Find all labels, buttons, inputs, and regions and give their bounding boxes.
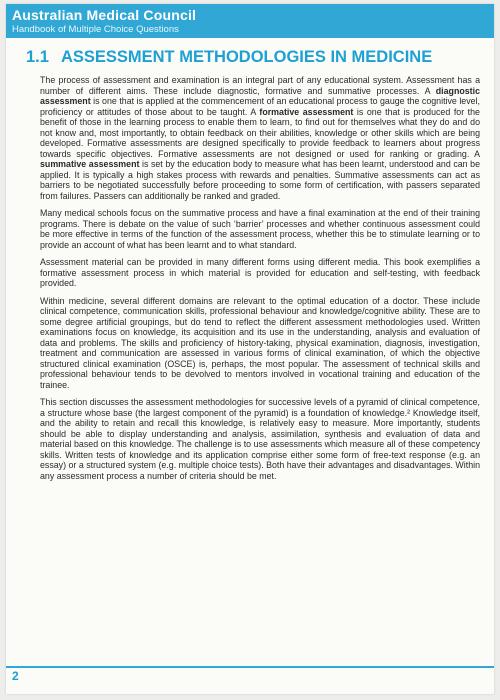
paragraph-5: This section discusses the assessment methodologies for successive levels of a pyramid of clinical competence, a structure whose base (the largest component of the pyramid) is a foundation of knowledge.² Knowledge itself, and the ability to retain and recall this knowledge, is relatively easy to measure. More importantly, students should be able to display understanding and analysis, assimilation, synthesis and evaluation of data and material based on this knowledge. The challenge is to use assessments which measure all of these competency skills. Written tests of knowledge and its application comprise either some form of free-text response (e.g. an essay) or a structured system (e.g. multiple choice tests). Both have their advantages and disadvantages. Within any assessment process a number of criteria should be met. [40, 397, 480, 481]
section-title-text: ASSESSMENT METHODOLOGIES IN MEDICINE [60, 48, 433, 66]
page-number: 2 [12, 669, 19, 683]
body-text [40, 75, 480, 488]
term-diagnostic-assessment: diagnostic assessment [40, 85, 480, 106]
paragraph-4: Within medicine, several different domains are relevant to the optimal education of a doctor. These include clinical competence, communication skills, professional behaviour and knowledge/cognitive ability. These are to some degree artificial groupings, but do tend to reflect the different assessment methodologies used. Written examinations focus on knowledge, its acquisition and its use in the understanding, analysis and evaluation of data and problems. The skills and proficiency of history-taking, physical examination, diagnosis, investigation, treatment and communication are assessed in various forms of clinical examination, of which the objective structured clinical examination (OSCE) is, perhaps, the most popular. The assessment of technical skills and professional behaviour tends to be devolved to mentors involved in vocational training and education of the trainee. [40, 295, 480, 390]
paragraph-3: Assessment material can be provided in many different forms using different media. This book exemplifies a formative assessment process in which material is provided for education and self-testing, with feedback provided. [40, 257, 480, 288]
term-summative-assessment: summative assessment [40, 159, 140, 169]
paragraph-2: Many medical schools focus on the summative process and have a final examination at the end of their training programs. There is debate on the value of such ‘barrier’ processes and whether continuous assessment could be more effective in terms of the function of the assessment process, whether this be to stimulate learning or to provide an account of what has been learnt and to what standard. [40, 208, 480, 250]
p1-text-2: is one that is applied at the commencement of an educational process to gauge the cognitive level, proficiency or attitudes of those about to be taught. A [40, 96, 480, 117]
section-number: 1.1 [26, 48, 49, 66]
paragraph-1 [40, 75, 480, 201]
footer-rule [6, 666, 494, 668]
header-bar [6, 4, 494, 38]
document-page [6, 4, 494, 694]
header-title: Australian Medical Council [12, 7, 197, 23]
header-subtitle: Handbook of Multiple Choice Questions [12, 24, 179, 35]
section-heading [26, 48, 432, 67]
p1-text-3: is one that is produced for the benefit of those in the learning process to enable them to learn, to find out for themselves what they do and do not know and, most importantly, to obtain feedback on their abilities, knowledge or other skills which are being developed. Formative assessments are designed specifically to provide feedback to learners about progress towards specific objectives. Formative assessments are not designed or used for ranking or grading. A [40, 106, 480, 159]
p1-text-1: The process of assessment and examination is an integral part of any educational system. Assessment has a number of different aims. These include diagnostic, formative and summative processes. A [40, 75, 480, 96]
term-formative-assessment: formative assessment [259, 106, 354, 117]
p1-text-4: is set by the education body to measure what has been learnt, understood and can be applied. It is typically a high stakes process with rewards and penalties. Summative assessments can act as barriers to be negotiated successfully before proceeding to some form of certification, with passers separated from failures. Passers can additionally be ranked and graded. [40, 159, 480, 201]
